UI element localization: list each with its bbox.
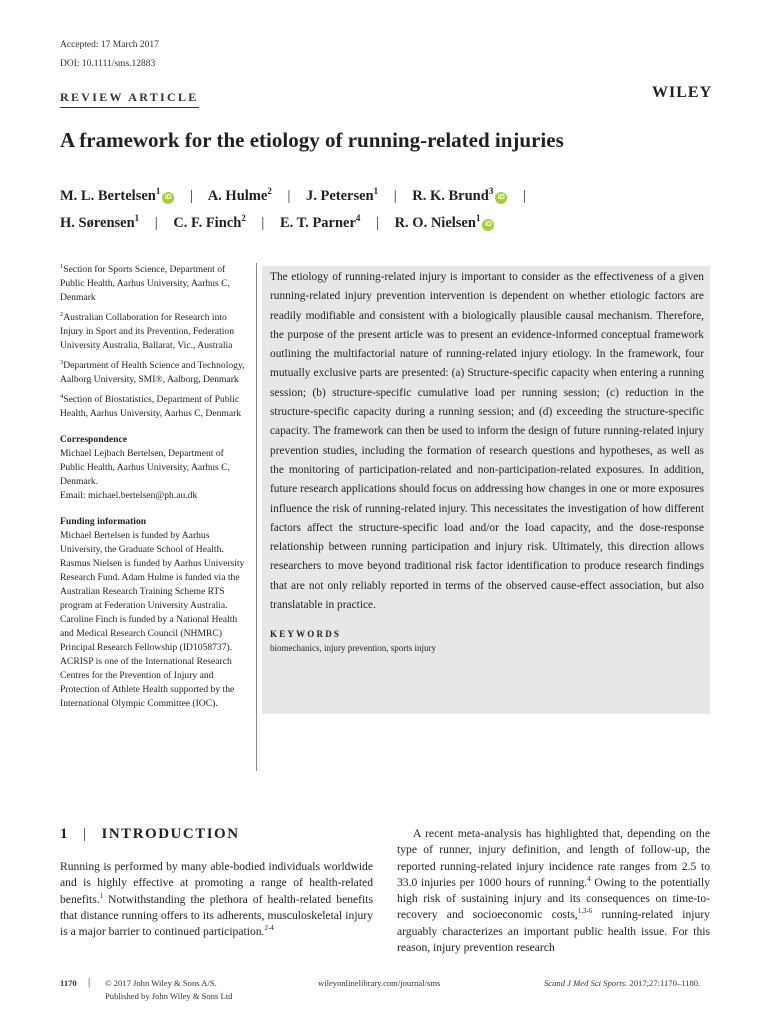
correspondence-email[interactable]: Email: michael.bertelsen@ph.au.dk — [60, 490, 198, 501]
author-name[interactable]: C. F. Finch — [173, 215, 242, 231]
affiliation-superscript: 4 — [355, 213, 361, 223]
citation-ref[interactable]: 4 — [587, 874, 591, 883]
affiliation-text: Department of Health Science and Technology, Aalborg University, SMI®, Aalborg, Denmark — [60, 360, 245, 385]
funding-heading: Funding information — [60, 516, 147, 527]
column-divider — [256, 263, 257, 771]
article-type: REVIEW ARTICLE — [60, 90, 199, 108]
citation-ref[interactable]: 1,3-6 — [577, 907, 593, 916]
author-name[interactable]: J. Petersen — [305, 188, 374, 204]
journal-name: Scand J Med Sci Sports. — [544, 978, 628, 988]
author-info-column — [60, 263, 245, 711]
affiliation-superscript: 1 — [373, 186, 379, 196]
affiliation — [60, 393, 245, 421]
author-name[interactable]: A. Hulme — [207, 188, 268, 204]
orcid-icon[interactable]: iD — [162, 192, 174, 204]
affiliation-text: Australian Collaboration for Research into Injury in Sport and its Prevention, Federation University Australia, Ballarat, Vic., Australia — [60, 312, 234, 351]
accepted-date: Accepted: 17 March 2017 — [60, 40, 159, 50]
author-separator: | — [154, 215, 158, 231]
paragraph-text: A recent meta-analysis has highlighted that, depending on the type of runner, injury definition, and length of follow-up, the reported running-related injury incidence rate ranges from 2.5 to 33.0 injuries per 1000 hours of running. — [397, 827, 710, 889]
paragraph-text: Notwithstanding the plethora of health-related benefits that distance running offers to its adherents, musculoskeletal injury is a major barrier to continued participation. — [60, 892, 373, 939]
section-divider: | — [83, 826, 88, 842]
author-name[interactable]: M. L. Bertelsen — [60, 188, 156, 204]
correspondence-heading: Correspondence — [60, 434, 127, 445]
publisher-logo: WILEY — [652, 84, 713, 101]
affiliation-text: Section for Sports Science, Department of Public Health, Aarhus University, Aarhus C, Denmark — [60, 264, 230, 303]
affiliation-text: Section of Biostatistics, Department of Public Health, Aarhus University, Aarhus C, Denmark — [60, 394, 242, 419]
abstract-text: The etiology of running-related injury is important to consider as the effectiveness of a given running-related injury prevention intervention is dependent on whether etiologic factors are readily modifiable and consistent with a biologically plausible causal mechanism. Therefore, the purpose of the present article was to present an evidence-informed conceptual framework outlining the multifactorial nature of running-related injury etiology. In the framework, four mutually exclusive parts are presented: (a) Structure-specific capacity when entering a running session; (b) structure-specific cumulative load per running session; (c) reduction in the structure-specific capacity during a running session; and (d) exceeding the structure-specific capacity. The framework can then be used to inform the design of future running-related injury prevention studies, including the formation of research questions and hypotheses, as well as the monitoring of participation-related and non-participation-related exposures. In addition, future research applications should focus on addressing how changes in one or more exposures influence the risk of running-related injury. This necessitates the investigation of how different factors affect the structure-specific load and/or the load capacity, and the dose-response relationship between running participation and injury risk. Ultimately, this direction allows researchers to move beyond traditional risk factor identification to produce research findings that are not only reliably reported in terms of the observed cause-effect association, but also translatable in practice. — [270, 271, 704, 612]
intro-paragraph-1 — [60, 859, 373, 940]
section-heading — [60, 826, 240, 843]
author-separator: | — [287, 188, 291, 204]
author-separator: | — [189, 188, 193, 204]
article-title: A framework for the etiology of running-related injuries — [60, 128, 564, 152]
author-separator: | — [261, 215, 265, 231]
author-separator: | — [393, 188, 397, 204]
affiliation-superscript: 1 — [134, 213, 140, 223]
orcid-icon[interactable]: iD — [495, 192, 507, 204]
author-list-line-2 — [60, 210, 494, 237]
journal-url[interactable]: wileyonlinelibrary.com/journal/sms — [318, 978, 441, 988]
affiliation-superscript: 2 — [241, 213, 246, 223]
author-separator: | — [376, 215, 379, 231]
volume-pages: 2017;27:1170–1180. — [627, 978, 701, 988]
author-separator: | — [522, 188, 526, 204]
author-name[interactable]: R. O. Nielsen — [394, 215, 476, 231]
affiliation — [60, 263, 245, 305]
section-number: 1 — [60, 826, 69, 842]
section-title: INTRODUCTION — [101, 826, 240, 842]
keywords-heading: KEYWORDS — [270, 629, 342, 640]
keywords-list: biomechanics, injury prevention, sports injury — [270, 643, 436, 654]
author-name[interactable]: E. T. Parner — [279, 215, 356, 231]
funding-text: Michael Bertelsen is funded by Aarhus University, the Graduate School of Health. Rasmus Nielsen is funded by Aarhus University Research Fund. Adam Hulme is funded via the Australian Research Training Scheme RTS program at Federation University Australia. Caroline Finch is funded by a National Health and Medical Research Council (NHMRC) Principal Research Fellowship (ID1058737). ACRISP is one of the International Research Centres for the Prevention of Injury and Protection of Athlete Health supported by the International Olympic Committee (IOC). — [60, 530, 245, 709]
author-name[interactable]: R. K. Brund — [412, 188, 489, 204]
page-number: 1170 — [60, 978, 77, 988]
copyright: © 2017 John Wiley & Sons A/S. — [105, 978, 217, 988]
affiliation-number: 1 — [60, 263, 64, 270]
affiliation-number: 4 — [60, 393, 64, 400]
affiliation-superscript: 3 — [488, 186, 494, 196]
affiliation-superscript: 2 — [267, 186, 272, 196]
journal-citation — [544, 977, 700, 990]
abstract-box — [262, 266, 710, 714]
affiliation — [60, 359, 245, 387]
publisher-line: Published by John Wiley & Sons Ltd — [105, 991, 233, 1001]
correspondence-text: Michael Lejbach Bertelsen, Department of Public Health, Aarhus University, Aarhus C, Denmark. — [60, 448, 230, 487]
citation-ref[interactable]: 2-4 — [264, 924, 274, 933]
affiliation — [60, 311, 245, 353]
intro-paragraph-2 — [397, 826, 710, 956]
orcid-icon[interactable]: iD — [482, 219, 494, 231]
author-list-line-1 — [60, 183, 538, 210]
affiliation-superscript: 1 — [475, 213, 481, 223]
affiliation-number: 2 — [60, 311, 64, 318]
paragraph-text: running-related injury arguably characterizes an important public health issue. For this reason, injury prevention research — [397, 908, 710, 955]
footer-divider: | — [88, 976, 91, 988]
affiliation-superscript: 1 — [155, 186, 161, 196]
paragraph-text: Running is performed by many able-bodied individuals worldwide and is highly effective at promoting a range of health-related benefits. — [60, 860, 373, 906]
paragraph-text: Owing to the potentially high risk of sustaining injury and its consequences on time-to-recovery and socioeconomic costs, — [397, 875, 710, 922]
doi[interactable]: DOI: 10.1111/sms.12883 — [60, 59, 156, 69]
author-name[interactable]: H. Sørensen — [60, 215, 135, 231]
affiliation-number: 3 — [60, 359, 64, 366]
citation-ref[interactable]: 1 — [99, 891, 104, 900]
